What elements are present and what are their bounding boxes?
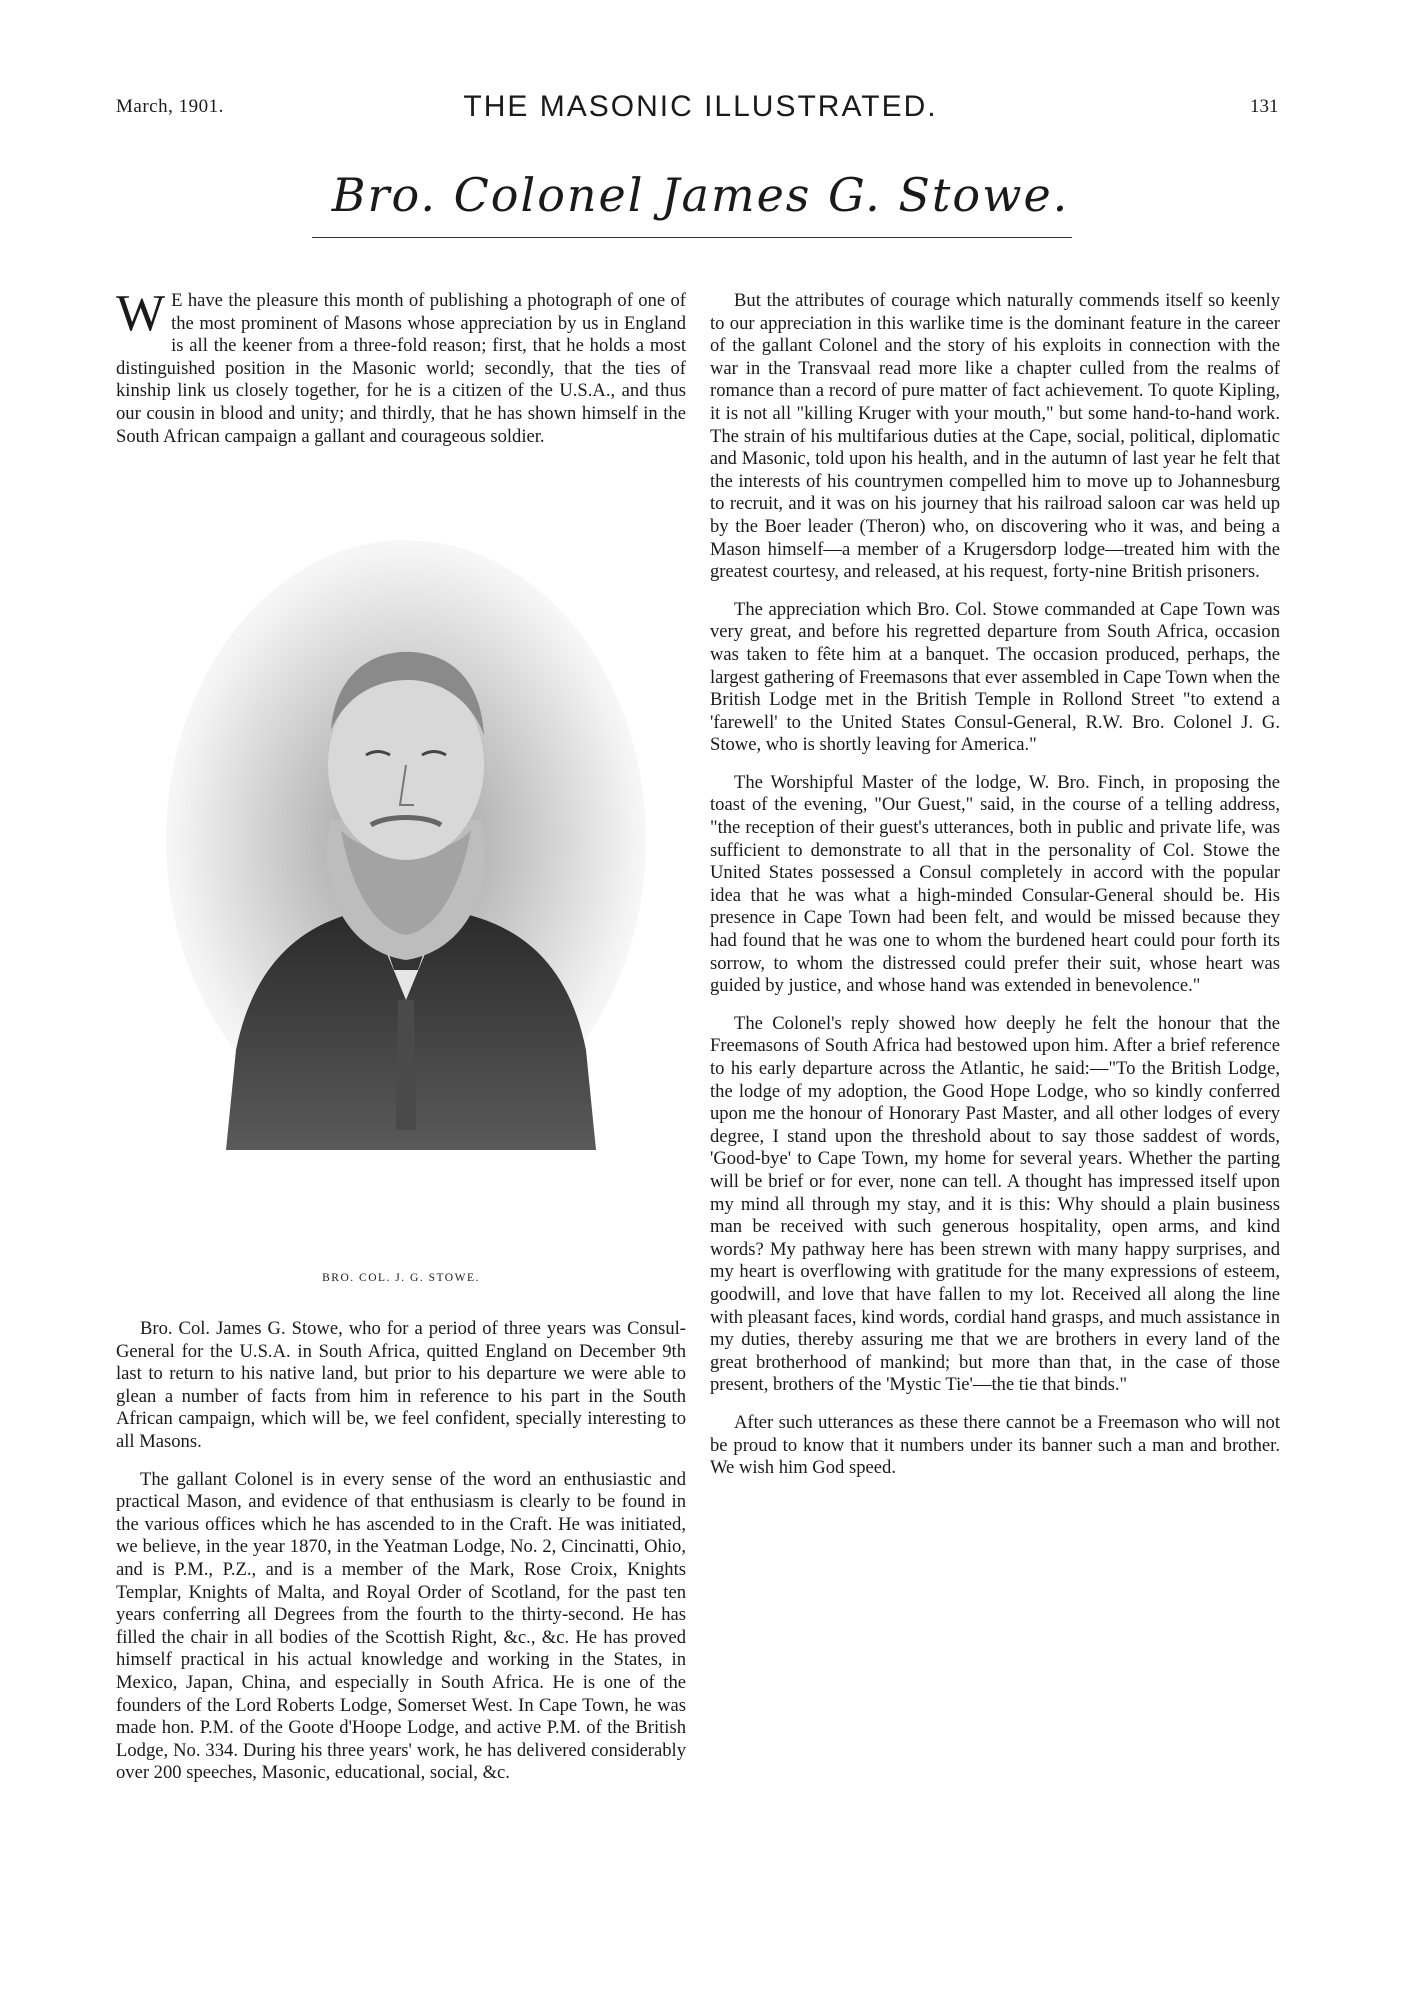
article-paragraph: The Worshipful Master of the lodge, W. Bro. Finch, in proposing the toast of the evening, "Our Guest," said, in the course of a telling address, "the reception of their guest's utterances, both in public and private life, was sufficient to demonstrate to all that in the personality of Col. Stowe the United States possessed a Consul completely in accord with the popular idea that he was what a high-minded Consular-General should be. His presence in Cape Town had been felt, and would be missed because they had found that he was one to whom the burdened heart could pour forth its sorrow, to whom the distressed could prefer their suit, whose heart was guided by justice, and whose hand was extended in benevolence." bbox=[710, 771, 1280, 997]
intro-paragraph bbox=[116, 285, 686, 448]
portrait-photo bbox=[116, 530, 686, 1230]
article-paragraph: The appreciation which Bro. Col. Stowe commanded at Cape Town was very great, and before his regretted departure from South Africa, occasion was taken to fête him at a banquet. The occasion produced, perhaps, the largest gathering of Freemasons that ever assembled in Cape Town when the British Lodge met in the British Temple in Rollond Street "to extend a 'farewell' to the United States Consul-General, R.W. Bro. Colonel J. G. Stowe, who is shortly leaving for America." bbox=[710, 598, 1280, 756]
page-number: 131 bbox=[1250, 96, 1279, 117]
article-paragraph: The gallant Colonel is in every sense of the word an enthusiastic and practical Mason, and evidence of that enthusiasm is clearly to be found in the various offices which he has ascended to in the Craft. He was initiated, we believe, in the year 1870, in the Yeatman Lodge, No. 2, Cincinatti, Ohio, and is P.M., P.Z., and is a member of the Mark, Rose Croix, Knights Templar, Knights of Malta, and Royal Order of Scotland, for the past ten years conferring all Degrees from the fourth to the thirty-second. He has filled the chair in all bodies of the Scottish Right, &c., &c. He has proved himself practical in his actual knowledge and working in the States, in Mexico, Japan, China, and especially in South Africa. He is one of the founders of the Lord Roberts Lodge, Somerset West. In Cape Town, he was made hon. P.M. of the Goote d'Hoope Lodge, and active P.M. of the British Lodge, No. 334. During his three years' work, he has delivered considerably over 200 speeches, Masonic, educational, social, &c. bbox=[116, 1468, 686, 1784]
right-column bbox=[710, 290, 1280, 1495]
drop-cap: W bbox=[116, 285, 166, 342]
portrait-illustration bbox=[116, 530, 686, 1230]
page-header bbox=[0, 90, 1401, 130]
article-paragraph: Bro. Col. James G. Stowe, who for a period of three years was Consul-General for the U.S.A. in South Africa, quitted England on December 9th last to return to his native land, but prior to his departure we were able to glean a number of facts from him in reference to his part in the South African campaign, which will be, we feel confident, specially interesting to all Masons. bbox=[116, 1318, 686, 1452]
title-rule bbox=[312, 237, 1072, 238]
photo-caption: BRO. COL. J. G. STOWE. bbox=[322, 1272, 480, 1284]
article-paragraph: The Colonel's reply showed how deeply he felt the honour that the Freemasons of South Africa had bestowed upon him. After a brief reference to his early departure across the Atlantic, he said:—"To the British Lodge, the lodge of my adoption, the Good Hope Lodge, who so kindly conferred upon me the honour of Honorary Past Master, and all other lodges of every degree, I stand upon the threshold about to say those saddest of words, 'Good-bye' to Cape Town, my home for several years. Whether the parting will be brief or for ever, none can tell. A thought has impressed itself upon my mind all through my stay, and it is this: Why should a plain business man be received with such generous hospitality, open arms, and kind words? My pathway here has been strewn with many happy surprises, and my heart is overflowing with gratitude for the many expressions of esteem, goodwill, and love that have fallen to my lot. Received all along the line with pleasant faces, kind words, cordial hand grasps, and much assistance in my duties, thereby assuring me that we are brothers in every land of the great brotherhood of mankind; but more than that, in the case of those present, brothers of the 'Mystic Tie'—the tie that binds." bbox=[710, 1012, 1280, 1396]
article-paragraph: After such utterances as these there cannot be a Freemason who will not be proud to know that it numbers under its banner such a man and brother. We wish him God speed. bbox=[710, 1411, 1280, 1479]
intro-text: E have the pleasure this month of publishing a photograph of one of the most prominent of Masons whose appreciation by us in England is all the keener from a three-fold reason; first, that he holds a most distinguished position in the Masonic world; secondly, that the ties of kinship link us closely together, for he is a citizen of the U.S.A., and thus our cousin in blood and unity; and thirdly, that he has shown himself in the South African campaign a gallant and courageous soldier. bbox=[116, 290, 686, 447]
issue-date: March, 1901. bbox=[116, 96, 224, 117]
left-column bbox=[116, 1318, 686, 1800]
intro-column bbox=[116, 285, 686, 463]
article-title: Bro. Colonel James G. Stowe. bbox=[331, 168, 1070, 222]
publication-title: THE MASONIC ILLUSTRATED. bbox=[463, 90, 938, 123]
article-paragraph: But the attributes of courage which naturally commends itself so keenly to our appreciation in this warlike time is the dominant feature in the career of the gallant Colonel and the story of his exploits in connection with the war in the Transvaal read more like a chapter culled from the realms of romance than a record of pure matter of fact achievement. To quote Kipling, it is not all "killing Kruger with your mouth," but some hand-to-hand work. The strain of his multifarious duties at the Cape, social, political, diplomatic and Masonic, told upon his health, and in the autumn of last year he felt that the interests of his countrymen compelled him to move up to Johannesburg to recruit, and it was on his journey that his railroad saloon car was held up by the Boer leader (Theron) who, on discovering who it was, and being a Mason himself—a member of a Krugersdorp lodge—treated him with the greatest courtesy, and released, at his request, forty-nine British prisoners. bbox=[710, 290, 1280, 583]
